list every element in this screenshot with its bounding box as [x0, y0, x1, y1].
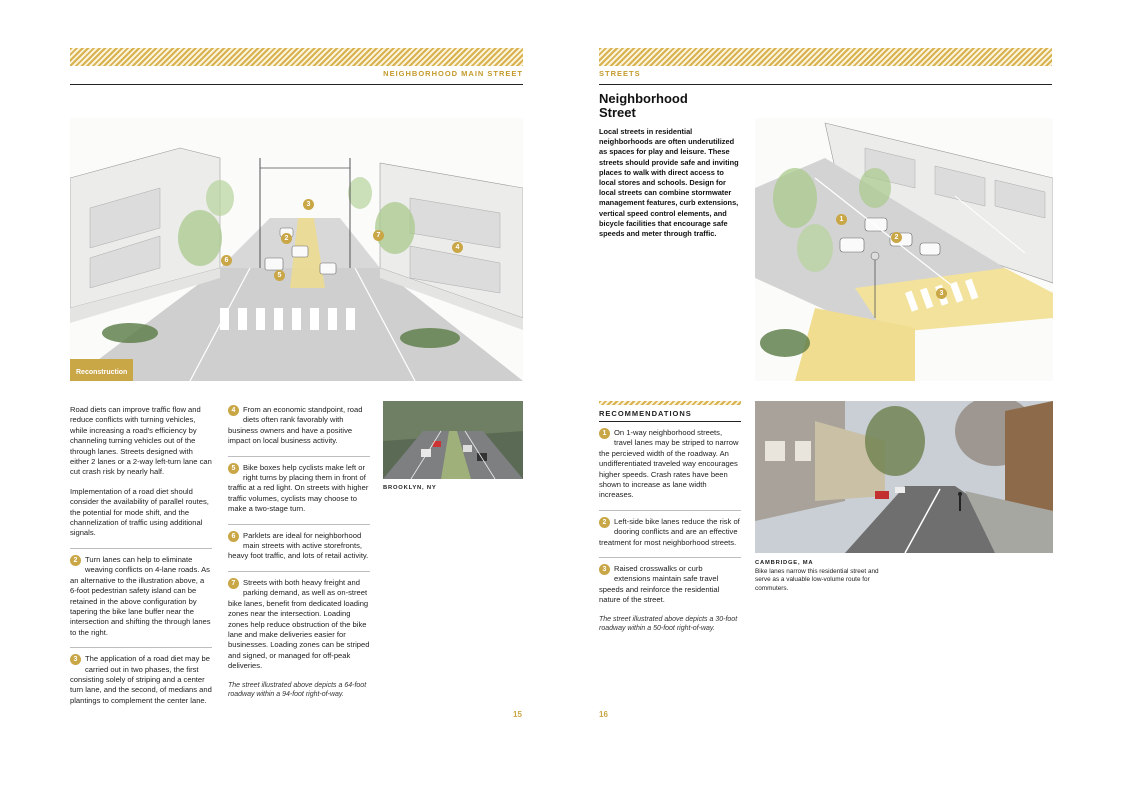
left-section-label: NEIGHBORHOOD MAIN STREET: [383, 69, 523, 78]
brooklyn-photo-image: [383, 401, 523, 479]
neighborhood-street-illustration: [755, 118, 1053, 381]
recommendation-2: [599, 517, 741, 548]
road-diet-paragraph-2: Implementation of a road diet should consider the availability of parallel routes, the potential for mode shift, and the channelization of traffic using additional signals.: [70, 486, 209, 538]
illustration-tag-text: Reconstruction: [76, 369, 128, 376]
divider: [228, 456, 370, 457]
left-item-2: [70, 555, 212, 638]
illus-marker-2: 2: [891, 232, 902, 243]
number-badge: 5: [228, 463, 239, 474]
left-item-4-text: From an economic standpoint, road diets often rank favorably with business owners and have a positive impact on local business activity.: [228, 405, 363, 446]
left-column-2: [228, 405, 370, 700]
left-header-hatch: [70, 48, 523, 66]
left-item-6-text: Parklets are ideal for neighborhood main streets with active storefronts, heavy foot traffic, and lots of retail activity.: [228, 530, 369, 561]
illustration-tag: [70, 359, 133, 381]
brooklyn-caption: BROOKLYN, NY: [383, 485, 437, 491]
left-item-7-text: Streets with both heavy freight and parking demand, as well as on-street bike lanes, benefit from dedicated loading zones near the intersection. Loading zones help reduce obstruction of the bike lane and make deliveries easier for businesses. Loading zones can be striped and signed, or managed for off-peak deliveries.: [228, 577, 370, 671]
illus-marker-7: 7: [373, 230, 384, 241]
number-badge: 3: [70, 654, 81, 665]
divider: [599, 557, 741, 558]
number-badge: 2: [70, 555, 81, 566]
right-page-number: 16: [599, 710, 608, 719]
number-badge: 1: [599, 428, 610, 439]
neighborhood-street-drawing: [755, 118, 1053, 381]
main-street-illustration: [70, 118, 523, 381]
cambridge-photo: [755, 401, 1053, 553]
left-header-rule: [70, 84, 523, 85]
right-title: Neighborhood Street: [599, 91, 688, 120]
recommendations-label: RECOMMENDATIONS: [599, 409, 692, 418]
illus-marker-1: 1: [836, 214, 847, 225]
cambridge-caption-text: Bike lanes narrow this residential street and serve as a valuable low-volume route for commuters.: [755, 568, 879, 592]
cambridge-caption-title: CAMBRIDGE, MA: [755, 560, 814, 566]
recommendation-1-text: On 1-way neighborhood streets, travel lanes may be striped to narrow the percieved width of the roadway. An undifferentiated traveled way encourages higher speeds. Crash rates have been shown to increase as lane width increases.: [599, 428, 739, 500]
divider: [228, 571, 370, 572]
recommendations-rule: [599, 421, 741, 422]
recommendation-3: [599, 564, 741, 606]
number-badge: 2: [599, 517, 610, 528]
brooklyn-photo: [383, 401, 523, 479]
illus-marker-2: 2: [281, 233, 292, 244]
road-diet-paragraph-1: Road diets can improve traffic flow and reduce conflicts with turning vehicles, while increasing a road's efficiency by channeling turning vehicles out of the through lanes. Streets designed with either 2 lanes or a 2-way left-turn lane can cut crash risk by nearly half.: [70, 405, 212, 477]
recommendations-list: [599, 428, 741, 634]
left-item-3-text: The application of a road diet may be carried out in two phases, the first consisting solely of striping and a center turn lane, and the second, of medians and plantings to complement the center lane.: [70, 654, 212, 705]
number-badge: 7: [228, 578, 239, 589]
illus-marker-3: 3: [303, 199, 314, 210]
left-page-number: 15: [513, 710, 522, 719]
left-item-5: [228, 463, 370, 515]
recommendation-3-text: Raised crosswalks or curb extensions maintain safe travel speeds and reinforce the residential nature of the street.: [599, 564, 720, 605]
recommendation-2-text: Left-side bike lanes reduce the risk of dooring conflicts and are an effective treatment for most neighborhood streets.: [599, 516, 740, 547]
number-badge: 6: [228, 531, 239, 542]
divider: [70, 548, 212, 549]
left-item-5-text: Bike boxes help cyclists make left or right turns by placing them in front of traffic at a red light. On streets with higher traffic volumes, cyclists may choose to make a two-stage turn.: [228, 462, 369, 514]
illus-marker-4: 4: [452, 242, 463, 253]
right-footnote: The street illustrated above depicts a 30-foot roadway within a 50-foot right-of-way.: [599, 615, 738, 633]
divider: [70, 647, 212, 648]
left-item-7: [228, 578, 370, 672]
right-header-rule: [599, 84, 1052, 85]
right-intro: Local streets in residential neighborhoods are often underutilized as spaces for play and leisure. These streets should provide safe and inviting places to walk with direct access to local stores and schools. Design for local streets can combine stormwater management features, curb extensions, vertical speed control elements, and bicycle facilities that encourage safe speeds and meter through traffic.: [599, 127, 739, 239]
left-item-3: [70, 654, 212, 706]
recommendations-hatch: [599, 401, 741, 405]
divider: [599, 510, 741, 511]
illus-marker-3: 3: [936, 288, 947, 299]
number-badge: 4: [228, 405, 239, 416]
left-column-1: [70, 405, 212, 715]
divider: [228, 524, 370, 525]
left-footnote: The street illustrated above depicts a 64-foot roadway within a 94-foot right-of-way.: [228, 681, 367, 699]
illus-marker-6: 6: [221, 255, 232, 266]
number-badge: 3: [599, 564, 610, 575]
left-item-2-text: Turn lanes can help to eliminate weaving conflicts on 4-lane roads. As an alternative to the illustration above, a 6-foot pedestrian safety island can be retained in the above configuration by tapering the bike lane buffer near the intersection and shifting the through lanes to the right.: [70, 554, 211, 637]
recommendation-1: [599, 428, 741, 501]
right-header-hatch: [599, 48, 1052, 66]
left-item-4: [228, 405, 370, 447]
cambridge-photo-image: [755, 401, 1053, 553]
right-section-label: STREETS: [599, 69, 641, 78]
illus-marker-5: 5: [274, 270, 285, 281]
left-item-6: [228, 531, 370, 562]
